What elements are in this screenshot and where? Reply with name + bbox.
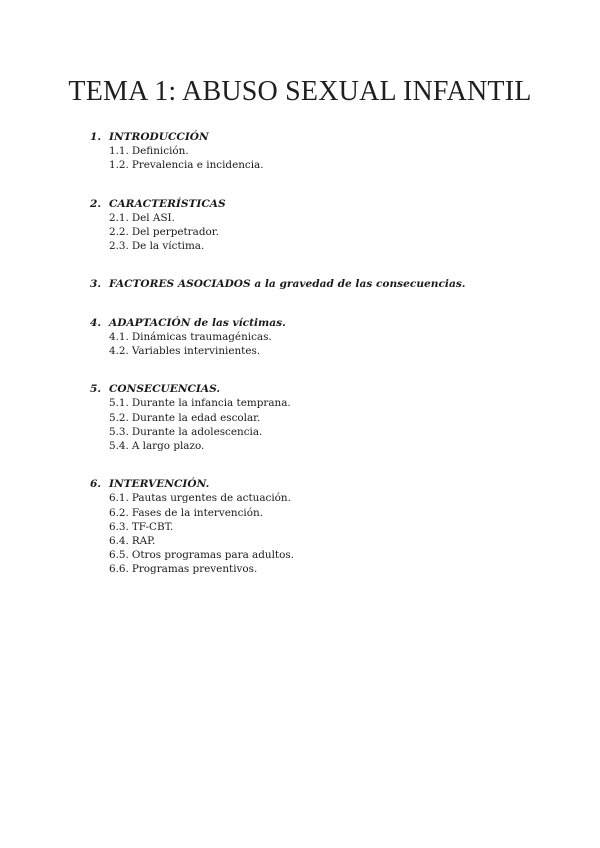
- section-heading: [90, 382, 560, 396]
- section-number: 6.: [90, 478, 102, 491]
- toc-section: [90, 130, 560, 173]
- section-title: INTRODUCCIÓN: [109, 131, 209, 143]
- subsection-item: [90, 211, 560, 225]
- subsection-item: [90, 144, 560, 158]
- subsection-number: 1.2.: [109, 159, 129, 172]
- subsection-number: 6.5.: [109, 549, 129, 562]
- subsection-text: Variables intervinientes.: [131, 345, 261, 358]
- toc-section: [90, 477, 560, 576]
- subsection-item: [90, 520, 560, 534]
- subsection-number: 6.2.: [109, 506, 129, 519]
- section-heading: [90, 130, 560, 144]
- subsection-text: Pautas urgentes de actuación.: [131, 492, 291, 505]
- subsection-number: 5.1.: [109, 397, 129, 410]
- subsection-text: A largo plazo.: [131, 440, 205, 453]
- toc-section: [90, 382, 560, 453]
- subsection-item: [90, 239, 560, 253]
- subsection-text: RAP.: [131, 535, 156, 548]
- section-number: 4.: [90, 316, 102, 329]
- subsection-number: 5.4.: [109, 440, 129, 453]
- section-number: 2.: [90, 197, 102, 210]
- subsection-text: Durante la edad escolar.: [131, 411, 261, 424]
- subsection-text: Durante la infancia temprana.: [131, 397, 291, 410]
- subsection-item: [90, 548, 560, 562]
- section-heading: [90, 477, 560, 491]
- subsection-text: Prevalencia e incidencia.: [131, 159, 264, 172]
- subsection-text: Otros programas para adultos.: [131, 549, 294, 562]
- subsection-item: [90, 562, 560, 576]
- subsection-item: [90, 491, 560, 505]
- subsection-number: 2.1.: [109, 211, 129, 224]
- section-title: FACTORES ASOCIADOS: [109, 278, 251, 291]
- subsection-text: Programas preventivos.: [131, 563, 258, 576]
- subsection-item: [90, 344, 560, 358]
- subsection-number: 2.3.: [109, 240, 129, 253]
- subsection-number: 4.1.: [109, 330, 129, 343]
- toc-section: [90, 316, 560, 359]
- subsection-item: [90, 396, 560, 410]
- page-title: TEMA 1: ABUSO SEXUAL INFANTIL: [68, 76, 532, 107]
- section-number: 5.: [90, 383, 102, 396]
- section-number: 1.: [90, 131, 102, 143]
- section-number: 3.: [90, 278, 102, 291]
- subsection-text: Dinámicas traumagénicas.: [131, 330, 272, 343]
- subsection-number: 6.4.: [109, 535, 129, 548]
- subsection-text: De la víctima.: [131, 240, 205, 253]
- subsection-item: [90, 330, 560, 344]
- section-title: ADAPTACIÓN: [109, 316, 191, 329]
- toc-section: [90, 277, 560, 291]
- section-title: CONSECUENCIAS.: [109, 383, 221, 396]
- section-title: INTERVENCIÓN.: [109, 478, 210, 491]
- subsection-number: 5.3.: [109, 425, 129, 438]
- subsection-number: 6.3.: [109, 520, 129, 533]
- subsection-number: 4.2.: [109, 345, 129, 358]
- subsection-item: [90, 534, 560, 548]
- section-title-rest: de las víctimas.: [190, 316, 286, 329]
- subsection-text: Fases de la intervención.: [131, 506, 263, 519]
- subsection-number: 6.6.: [109, 563, 129, 576]
- subsection-item: [90, 506, 560, 520]
- subsection-item: [90, 158, 560, 172]
- subsection-item: [90, 411, 560, 425]
- subsection-text: Durante la adolescencia.: [131, 425, 263, 438]
- section-heading: [90, 277, 560, 291]
- toc-section: [90, 197, 560, 254]
- table-of-contents: [90, 130, 560, 577]
- subsection-number: 2.2.: [109, 226, 129, 239]
- section-heading: [90, 197, 560, 211]
- subsection-text: Del perpetrador.: [131, 226, 219, 239]
- section-title: CARACTERÍSTICAS: [109, 197, 226, 210]
- subsection-number: 1.1.: [109, 145, 129, 158]
- subsection-number: 6.1.: [109, 492, 129, 505]
- subsection-number: 5.2.: [109, 411, 129, 424]
- subsection-item: [90, 225, 560, 239]
- subsection-text: Definición.: [131, 145, 189, 158]
- subsection-text: TF-CBT.: [131, 520, 174, 533]
- subsection-item: [90, 425, 560, 439]
- subsection-text: Del ASI.: [131, 211, 175, 224]
- subsection-item: [90, 439, 560, 453]
- section-heading: [90, 316, 560, 330]
- section-title-rest: a la gravedad de las consecuencias.: [250, 278, 466, 291]
